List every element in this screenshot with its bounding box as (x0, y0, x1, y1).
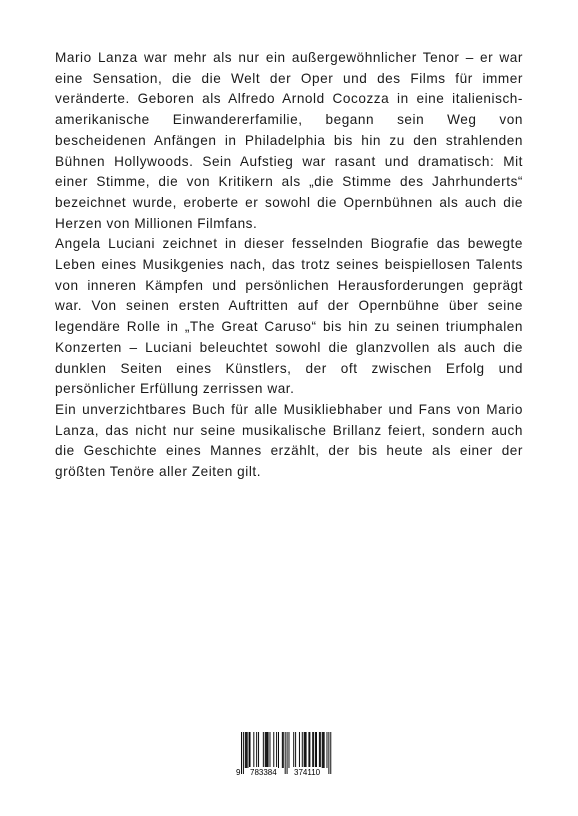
barcode-bar (304, 732, 305, 768)
blurb-paragraph-3: Ein unverzichtbares Buch für alle Musikliebhaber und Fans von Mario Lanza, das nicht nur seine musikalische Brillanz feiert, sondern auch die Geschichte eines Mannes erzählt, der bis heute als einer der größten Tenöre aller Zeiten gilt. (55, 401, 523, 480)
barcode-bar (253, 732, 254, 768)
barcode-bar (270, 732, 271, 768)
barcode-bar (258, 732, 259, 768)
barcode-bar (327, 732, 328, 768)
barcode-bar (305, 732, 306, 768)
barcode-bar (309, 732, 310, 768)
blurb-paragraph-2: Angela Luciani zeichnet in dieser fesselnden Biografie das bewegte Leben eines Musikgenies nach, das trotz seines beispiellosen Talents von inneren Kämpfen und persönlichen Herausforderungen geprägt war. Von seinen ersten Auftritten auf der Opernbühne über seine legendäre Rolle in „The Great Caruso“ bis hin zu seinen triumphalen Konzerten – Luciani beleuchtet sowohl die glanzvollen als auch die dunklen Seiten eines Künstlers, der oft zwischen Erfolg und persönlicher Erfüllung zerrissen war. (55, 236, 523, 397)
barcode-bar (266, 732, 267, 768)
barcode-bar (313, 732, 314, 768)
barcode-bar (306, 732, 307, 768)
barcode-bar (323, 732, 324, 768)
barcode-bar (246, 732, 247, 768)
barcode-bar (320, 732, 321, 768)
barcode-bar (315, 732, 316, 768)
barcode-bar (273, 732, 274, 768)
barcode-bar (268, 732, 269, 768)
barcode-bar (249, 732, 250, 768)
barcode-bar (265, 732, 266, 768)
blurb-paragraph-1: Mario Lanza war mehr als nur ein außergewöhnlicher Tenor – er war eine Sensation, die die Welt der Oper und des Films für immer veränderte. Geboren als Alfredo Arnold Cocozza in eine italienisch-amerikanische Einwandererfamilie, begann sein Weg von bescheidenen Anfängen in Philadelphia bis hin zu den strahlenden Bühnen Hollywoods. Sein Aufstieg war rasant und dramatisch: Mit einer Stimme, die von Kritikern als „die Stimme des Jahrhunderts“ bezeichnet wurde, eroberte er sowohl die Opernbühnen als auch die Herzen von Millionen Filmfans. (55, 50, 523, 231)
blurb-text (55, 48, 523, 483)
barcode-bar (283, 732, 284, 768)
barcode-bar (250, 732, 251, 768)
barcode-bar (247, 732, 248, 768)
barcode-bar (263, 732, 264, 768)
barcode-bar (322, 732, 323, 768)
barcode-bar (312, 732, 313, 768)
barcode-bar (267, 732, 268, 768)
barcode-digits (235, 767, 337, 778)
barcode-bar (245, 732, 246, 768)
barcode-bar (282, 732, 283, 768)
barcode-bar (256, 732, 257, 768)
barcode-right-digits: 374110 (294, 768, 321, 777)
barcode-bar (293, 732, 294, 768)
barcode-lead-digit: 9 (236, 768, 241, 777)
barcode-bar (308, 732, 309, 768)
barcode-left-digits: 783384 (250, 768, 277, 777)
barcode-bar (289, 732, 290, 768)
barcode-bar (316, 732, 317, 768)
barcode-bar (319, 732, 320, 768)
barcode-bar (278, 732, 279, 768)
barcode-bar (276, 732, 277, 768)
barcode-bar (302, 732, 303, 768)
isbn-barcode (235, 732, 337, 778)
barcode-bar (324, 732, 325, 768)
barcode-bar (295, 732, 296, 768)
barcode-bar (299, 732, 300, 768)
